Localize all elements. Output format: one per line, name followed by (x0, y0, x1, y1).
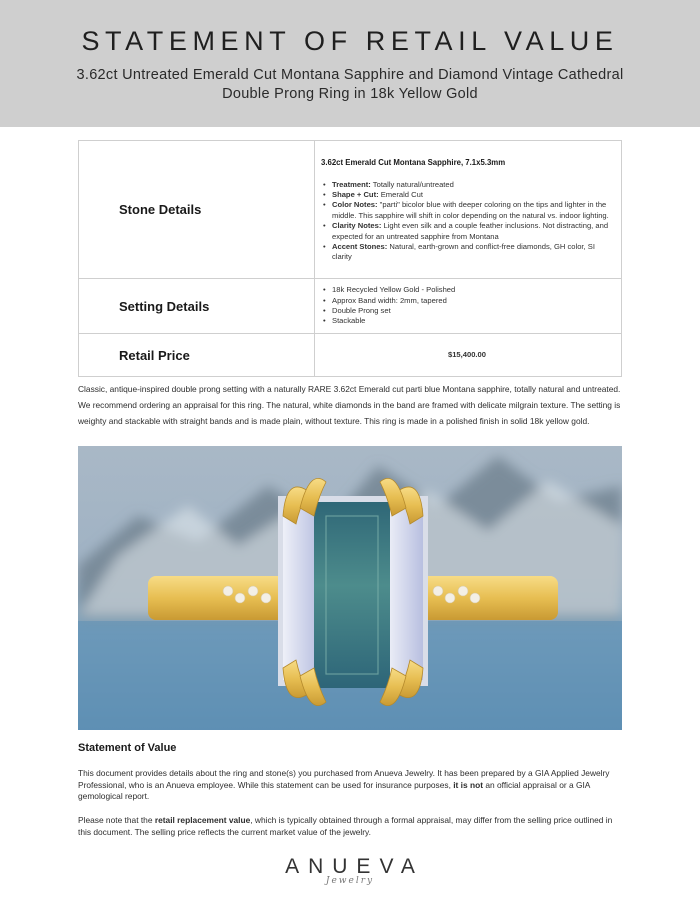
logo-brand: ANUEVA (285, 855, 424, 878)
retail-price-value: $15,400.00 (315, 334, 622, 377)
document-title: STATEMENT OF RETAIL VALUE (81, 26, 619, 56)
emphasis-text: it is not (453, 779, 484, 790)
bullet-value: Totally natural/untreated (370, 179, 454, 189)
list-item: • Double Prong set (321, 306, 613, 316)
list-item (321, 190, 613, 200)
bullet-value: Emerald Cut (378, 189, 423, 199)
ring-illustration (78, 446, 622, 730)
bullet-key: Accent Stones: (332, 242, 388, 252)
bullet-value: "parti" bicolor blue with deeper coloring on the tips and lighter in the middle. This sapphire will shift in color depending on the natural vs. indoor lighting. (332, 200, 609, 220)
retail-price-label: Retail Price (79, 334, 315, 377)
text-run: , which is typically obtained through a formal appraisal, may differ from the selling price outlined in this document. The selling price reflects the current market value of the jewelry. (78, 815, 613, 837)
bullet-value: Light even silk and a couple feather inclusions. Not distracting, and expected for an untreated sapphire from Montana (332, 221, 609, 241)
stone-details-content (315, 141, 622, 279)
statement-paragraph-2 (78, 815, 624, 838)
bullet-key: Shape + Cut: (332, 189, 379, 199)
stone-title: 3.62ct Emerald Cut Montana Sapphire, 7.1x5.3mm (321, 158, 506, 168)
bullet-key: Color Notes: (332, 200, 378, 210)
anueva-logo (0, 855, 700, 886)
bullet-key: Treatment: (332, 179, 371, 189)
list-item (321, 180, 613, 190)
side-reflection-left (283, 508, 319, 680)
setting-bullet-list (321, 285, 613, 327)
text-run: This document provides details about the ring and stone(s) you purchased from Anueva Jewelry. It has been prepared by a GIA Applied Jewelry Professional, who is an Anueva employee. While this statement can be used for insurance purposes, (78, 768, 610, 790)
retail-price-row (79, 334, 622, 377)
emphasis-text: retail replacement value (154, 815, 251, 825)
stone-details-row (79, 141, 622, 279)
statement-heading: Statement of Value (78, 742, 177, 754)
logo-tagline: Jewelry (325, 876, 375, 886)
side-reflection-right (387, 508, 423, 680)
ring-title: 3.62ct Untreated Emerald Cut Montana Sapphire and Diamond Vintage Cathedral Double Prong Ring in 18k Yellow Gold (76, 67, 624, 102)
stone-bullet-list (321, 180, 613, 263)
list-item (321, 242, 613, 263)
text-run: Please note that the (78, 815, 155, 825)
list-item: • Approx Band width: 2mm, tapered (321, 296, 613, 306)
stone-details-label: Stone Details (79, 141, 315, 279)
text-run: an official appraisal or a GIA gemological report. (78, 779, 590, 802)
list-item (321, 221, 613, 242)
list-item: • Stackable (321, 316, 613, 326)
list-item (321, 200, 613, 221)
header-banner (0, 0, 700, 127)
list-item: • 18k Recycled Yellow Gold - Polished (321, 285, 613, 295)
ring-description: Classic, antique-inspired double prong setting with a naturally RARE 3.62ct Emerald cut parti blue Montana sapphire, totally natural and untreated. We recommend ordering an appraisal for this ring. The natural, white diamonds in the band are framed with delicate milgrain texture. The setting is weighty and stackable with straight bands and is made plain, without texture. This ring is made in a polished finish in solid 18k yellow gold. (78, 384, 621, 427)
setting-details-label: Setting Details (79, 279, 315, 334)
bullet-value: Natural, earth-grown and conflict-free diamonds, GH color, SI clarity (332, 242, 595, 262)
sapphire-stone (314, 502, 390, 688)
statement-paragraph-1 (78, 768, 624, 803)
ring-photo (78, 446, 622, 730)
details-table (78, 140, 622, 377)
bullet-key: Clarity Notes: (332, 221, 382, 231)
setting-details-row (79, 279, 622, 334)
setting-details-content (315, 279, 622, 334)
